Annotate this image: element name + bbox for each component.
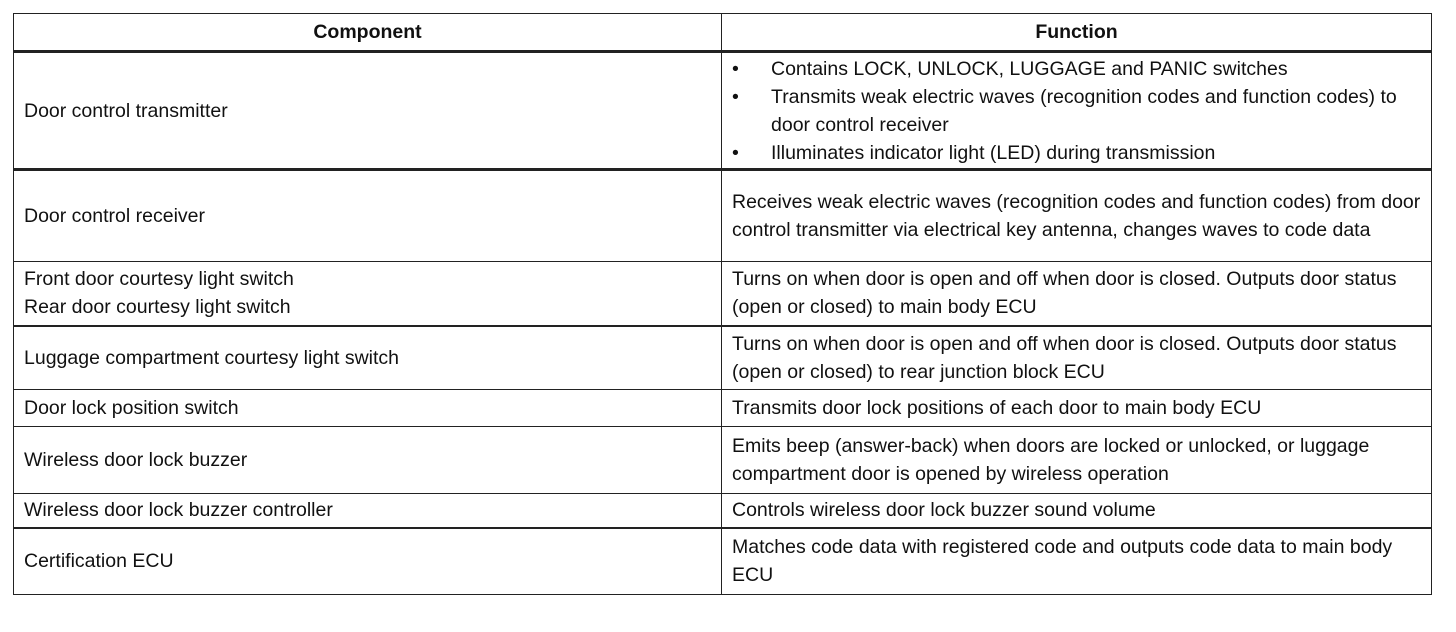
component-cell: [14, 427, 722, 494]
function-cell: Turns on when door is open and off when door is closed. Outputs door status (open or closed) to rear junction block ECU: [722, 326, 1432, 390]
table-row: [14, 170, 1432, 262]
bullet-icon: •: [732, 57, 739, 80]
function-bullet-item: • Transmits weak electric waves (recognition codes and function codes) to door control receiver: [732, 83, 1421, 139]
component-name: Luggage compartment courtesy light switch: [24, 346, 400, 369]
function-cell: Transmits door lock positions of each door to main body ECU: [722, 390, 1432, 427]
bullet-icon: •: [732, 141, 739, 164]
function-cell: Emits beep (answer-back) when doors are locked or unlocked, or luggage compartment door is opened by wireless operation: [722, 427, 1432, 494]
component-cell: [14, 170, 722, 262]
function-cell: Turns on when door is open and off when door is closed. Outputs door status (open or closed) to main body ECU: [722, 262, 1432, 326]
table-row: [14, 528, 1432, 595]
function-cell: [722, 52, 1432, 170]
component-name: Wireless door lock buzzer controller: [24, 499, 333, 522]
component-function-table: [13, 13, 1432, 595]
table-row: [14, 494, 1432, 528]
component-cell: [14, 390, 722, 427]
table-row: [14, 390, 1432, 427]
table-row: [14, 326, 1432, 390]
function-cell: Controls wireless door lock buzzer sound volume: [722, 494, 1432, 528]
column-header-function: Function: [722, 14, 1432, 52]
component-name: Door control transmitter: [24, 99, 228, 122]
component-name: Rear door courtesy light switch: [24, 296, 291, 319]
component-name: Door control receiver: [24, 205, 205, 227]
table-row: [14, 52, 1432, 170]
bullet-icon: •: [732, 85, 739, 108]
component-name: Door lock position switch: [24, 397, 239, 419]
function-cell: Receives weak electric waves (recognition codes and function codes) from door control transmitter via electrical key antenna, changes waves to code data: [722, 170, 1432, 262]
column-header-component: Component: [14, 14, 722, 52]
function-cell: Matches code data with registered code and outputs code data to main body ECU: [722, 528, 1432, 595]
component-cell: [14, 326, 722, 390]
table-row: [14, 262, 1432, 326]
function-bullet-item: • Contains LOCK, UNLOCK, LUGGAGE and PANIC switches: [732, 55, 1421, 83]
component-cell: [14, 262, 722, 326]
table-header-row: [14, 14, 1432, 52]
component-cell: [14, 528, 722, 595]
component-cell: [14, 494, 722, 528]
function-bullet-list: [732, 55, 1421, 167]
component-cell: [14, 52, 722, 170]
component-name: Wireless door lock buzzer: [24, 449, 248, 471]
component-name: Certification ECU: [24, 550, 174, 573]
component-name: Front door courtesy light switch: [24, 268, 294, 291]
function-bullet-item: • Illuminates indicator light (LED) during transmission: [732, 139, 1421, 167]
table-row: [14, 427, 1432, 494]
